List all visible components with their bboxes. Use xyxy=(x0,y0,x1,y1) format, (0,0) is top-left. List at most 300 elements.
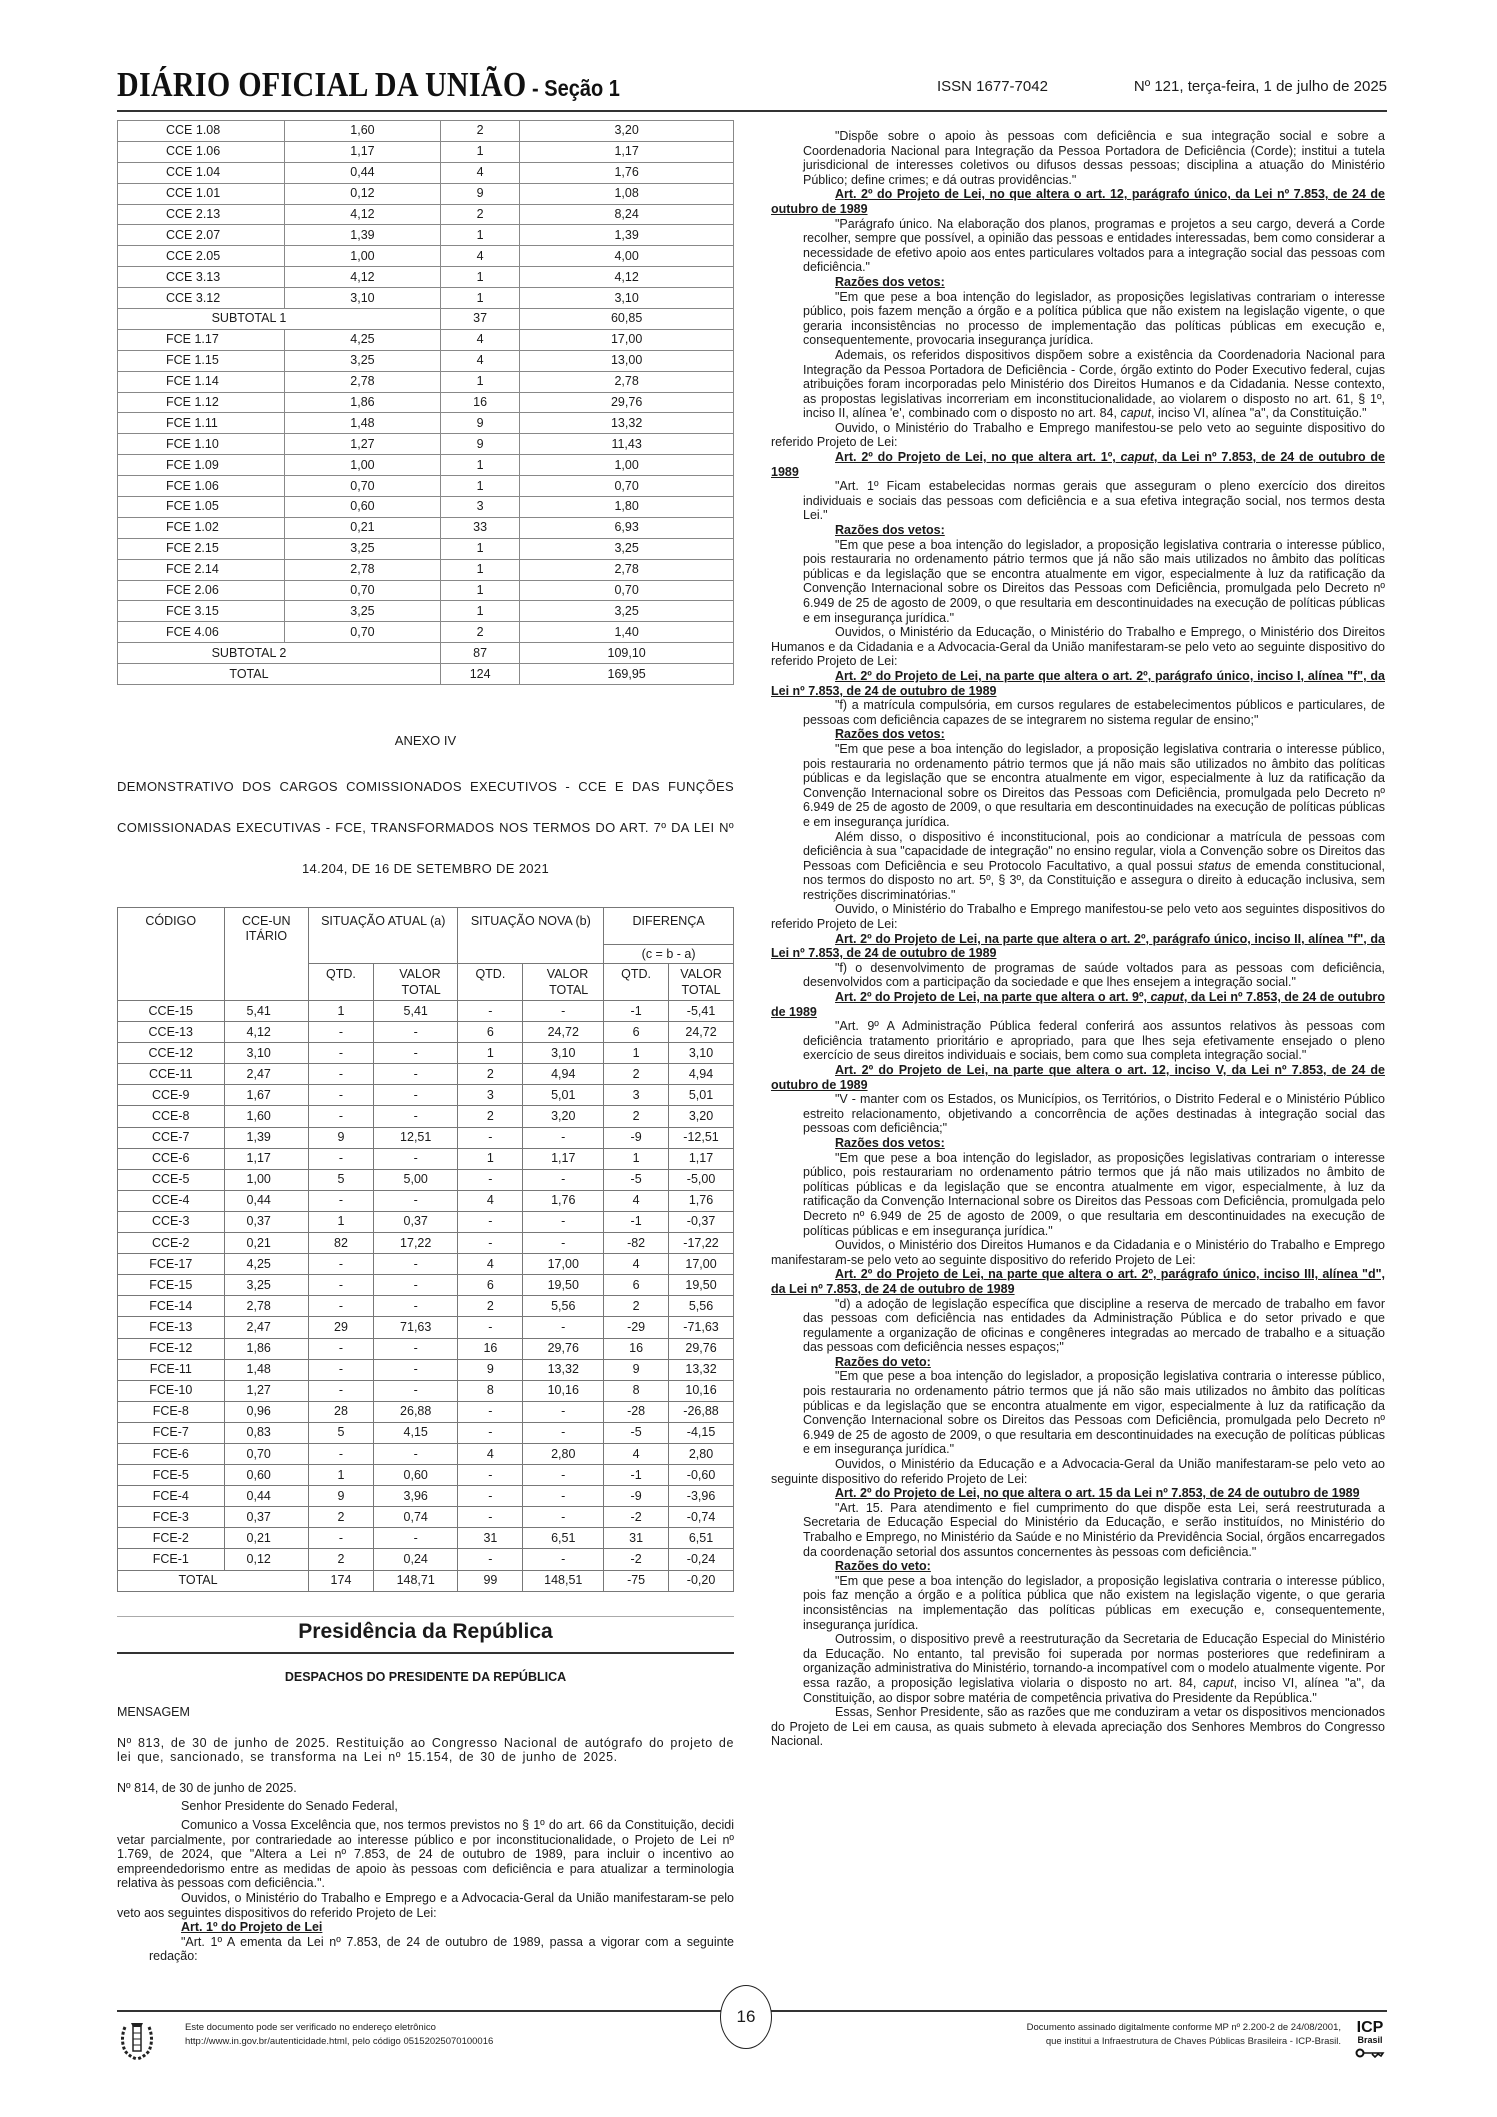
cell-diferenca-valor: 29,76 xyxy=(669,1338,734,1359)
cell-diferenca-qtd: -2 xyxy=(604,1549,669,1570)
col-c-qtd: QTD. xyxy=(604,964,669,1001)
cell-total: 13,00 xyxy=(520,350,734,371)
cell-code: CCE-13 xyxy=(118,1022,225,1043)
cell-code: FCE-7 xyxy=(118,1422,225,1443)
cell-nova-valor: - xyxy=(523,1465,604,1486)
cell-nova-valor: 3,10 xyxy=(523,1043,604,1064)
cell-nova-valor: 13,32 xyxy=(523,1359,604,1380)
table-row xyxy=(118,1064,734,1085)
cell-quantity: 1 xyxy=(441,455,520,476)
cell-unit-value: 1,39 xyxy=(224,1127,309,1148)
col-situacao-nova: SITUAÇÃO NOVA (b) xyxy=(458,908,604,964)
cell-nova-qtd: - xyxy=(458,1127,523,1148)
table-row xyxy=(118,267,734,288)
cell-unit-value: 4,12 xyxy=(284,267,440,288)
cell-quantity: 9 xyxy=(441,183,520,204)
text-span: , da Lei nº 7.853, de 24 de outubro de 1989 xyxy=(771,450,1385,479)
table-row xyxy=(118,1422,734,1443)
cell-nova-valor: - xyxy=(523,1169,604,1190)
cell-unit-value: 1,00 xyxy=(284,455,440,476)
cell-diferenca-valor: 17,00 xyxy=(669,1254,734,1275)
table-row xyxy=(118,392,734,413)
cell-nova-qtd: 8 xyxy=(458,1380,523,1401)
table-row xyxy=(118,1443,734,1464)
reasons-text: "Em que pese a boa intenção do legislador, as proposições legislativas contrariam o interesse público, pois fazem menção a órgão e a política pública que não existem na legislação vigente, o que geraria inconsistências no processo de implementação das políticas públicas em execução e, consequentemente, provocaria insegurança jurídica. xyxy=(803,289,1385,348)
col-a-valor-label: VALOR TOTAL xyxy=(399,967,441,997)
cell-atual-valor: - xyxy=(373,1443,458,1464)
cell-total: 11,43 xyxy=(520,434,734,455)
cell-nova-qtd: 4 xyxy=(458,1190,523,1211)
cell-code: FCE-13 xyxy=(118,1317,225,1338)
cell-code: FCE 1.10 xyxy=(118,434,285,455)
total-row-total: 169,95 xyxy=(520,664,734,685)
table-row xyxy=(118,225,734,246)
cell-quantity: 33 xyxy=(441,517,520,538)
footer-signature xyxy=(1027,2017,1387,2063)
cell-diferenca-qtd: 31 xyxy=(604,1528,669,1549)
table-row xyxy=(118,1043,734,1064)
table-row xyxy=(118,1401,734,1422)
cell-code: CCE-4 xyxy=(118,1190,225,1211)
cell-atual-valor: 12,51 xyxy=(373,1127,458,1148)
table-row xyxy=(118,1549,734,1570)
subtotal-row-quantity: 87 xyxy=(441,643,520,664)
cell-total: 2,78 xyxy=(520,371,734,392)
col-a-qtd: QTD. xyxy=(309,964,374,1001)
cell-nova-qtd: 4 xyxy=(458,1254,523,1275)
table-row xyxy=(118,1001,734,1022)
cell-diferenca-qtd: 6 xyxy=(604,1275,669,1296)
cell-unit-value: 4,25 xyxy=(284,329,440,350)
message-813: Nº 813, de 30 de junho de 2025. Restituição ao Congresso Nacional de autógrafo do projeto de lei que, sancionado, se transforma na Lei nº 15.154, de 30 de junho de 2025. xyxy=(117,1735,734,1765)
cell-nova-valor: - xyxy=(523,1211,604,1232)
cell-code: FCE 1.15 xyxy=(118,350,285,371)
total-nova-qtd: 99 xyxy=(458,1570,523,1591)
cell-diferenca-qtd: -5 xyxy=(604,1169,669,1190)
ministry-opinion: Ouvido, o Ministério do Trabalho e Emprego manifestou-se pelo veto aos seguintes dispositivos do referido Projeto de Lei: xyxy=(771,902,1385,932)
cell-unit-value: 2,78 xyxy=(284,371,440,392)
quote-alinea-d: "d) a adoção de legislação específica que discipline a reserva de mercado de trabalho em favor das pessoas com deficiência nas entidades da Administração Pública e do setor privado e que regulamente a organização de oficinas e congêneres integradas ao mercado de trabalho e a situação das pessoas com deficiência nesses espaços;" xyxy=(803,1296,1385,1355)
table-row xyxy=(118,1317,734,1338)
cell-atual-valor: 17,22 xyxy=(373,1233,458,1254)
cell-nova-qtd: - xyxy=(458,1317,523,1338)
cell-atual-qtd: - xyxy=(309,1338,374,1359)
cell-atual-valor: - xyxy=(373,1190,458,1211)
cell-nova-qtd: - xyxy=(458,1169,523,1190)
cell-atual-valor: 0,24 xyxy=(373,1549,458,1570)
table-row xyxy=(118,455,734,476)
table-row xyxy=(118,1486,734,1507)
cell-atual-qtd: - xyxy=(309,1254,374,1275)
message-paragraph-2: Ouvidos, o Ministério do Trabalho e Emprego e a Advocacia-Geral da União manifestaram-se pelo veto aos seguintes dispositivos do referido Projeto de Lei: xyxy=(117,1890,734,1920)
ministry-opinion: Ouvidos, o Ministério dos Direitos Humanos e da Cidadania e o Ministério do Trabalho e Emprego manifestaram-se pelo veto ao seguinte dispositivo do referido Projeto de Lei: xyxy=(771,1238,1385,1267)
cell-atual-valor: - xyxy=(373,1043,458,1064)
annex-title: ANEXO IV xyxy=(394,733,457,748)
reasons-heading: Razões do veto: xyxy=(835,1559,931,1574)
cell-unit-value: 0,21 xyxy=(224,1233,309,1254)
reasons-text: "Em que pese a boa intenção do legislador, a proposição legislativa contraria o interesse público, pois restauraria no ordenamento pátrio termos que já não são mais utilizados no âmbito das políticas públicas e da legislação que se encontra atualmente em vigor, especialmente à luz da ratificação da Convenção Internacional sobre os Direitos das Pessoas com Deficiência, promulgada pelo Decreto nº 6.949 de 25 de agosto de 2009, o que resultaria em descontinuidades na execução de políticas públicas e em insegurança jurídica." xyxy=(803,537,1385,625)
cell-diferenca-qtd: -9 xyxy=(604,1486,669,1507)
cell-quantity: 9 xyxy=(441,413,520,434)
signature-line-2: que institui a Infraestrutura de Chaves Públicas Brasileira - ICP-Brasil. xyxy=(1045,2036,1341,2047)
cell-diferenca-qtd: -1 xyxy=(604,1465,669,1486)
table-row xyxy=(118,1190,734,1211)
table-row xyxy=(118,601,734,622)
cell-atual-qtd: - xyxy=(309,1528,374,1549)
cell-nova-qtd: - xyxy=(458,1422,523,1443)
left-column xyxy=(117,120,734,685)
cell-total: 17,00 xyxy=(520,329,734,350)
table-row xyxy=(118,371,734,392)
cell-diferenca-valor: -12,51 xyxy=(669,1127,734,1148)
cell-code: FCE-12 xyxy=(118,1338,225,1359)
subtotal-row xyxy=(118,309,734,330)
cell-unit-value: 0,60 xyxy=(284,497,440,518)
table-row xyxy=(118,413,734,434)
reasons-heading: Razões dos vetos: xyxy=(835,523,945,538)
cell-unit-value: 3,10 xyxy=(224,1043,309,1064)
cell-nova-valor: - xyxy=(523,1422,604,1443)
cell-nova-qtd: 2 xyxy=(458,1064,523,1085)
icp-brasil-logo-icon xyxy=(1353,2017,1387,2063)
cell-unit-value: 0,12 xyxy=(284,183,440,204)
cell-nova-qtd: 4 xyxy=(458,1443,523,1464)
cell-diferenca-qtd: 2 xyxy=(604,1106,669,1127)
cell-quantity: 4 xyxy=(441,329,520,350)
cell-code: CCE-7 xyxy=(118,1127,225,1148)
cell-quantity: 4 xyxy=(441,246,520,267)
cell-code: FCE 1.17 xyxy=(118,329,285,350)
italic-term: status xyxy=(1197,858,1232,873)
section-title: Presidência da República xyxy=(298,1620,553,1643)
table-row xyxy=(118,1296,734,1317)
cell-quantity: 1 xyxy=(441,288,520,309)
cell-quantity: 4 xyxy=(441,162,520,183)
cell-diferenca-qtd: 4 xyxy=(604,1254,669,1275)
text-span: Além disso, o dispositivo é inconstitucional, pois ao condicionar a matrícula de pessoas com deficiência à sua "capacidade de integração" no ensino regular, viola a Convenção sobre os Direitos das Pessoas com Deficiência e seu Protocolo Facultativo, a qual possui xyxy=(803,829,1385,873)
cell-diferenca-qtd: 1 xyxy=(604,1148,669,1169)
cell-unit-value: 0,70 xyxy=(224,1443,309,1464)
total-diferenca-qtd: -75 xyxy=(604,1570,669,1591)
cell-nova-qtd: - xyxy=(458,1001,523,1022)
cell-unit-value: 4,12 xyxy=(224,1022,309,1043)
total-atual-valor: 148,71 xyxy=(373,1570,458,1591)
total-atual-qtd: 174 xyxy=(309,1570,374,1591)
table-row xyxy=(118,1254,734,1275)
cell-unit-value: 3,10 xyxy=(284,288,440,309)
table-row xyxy=(118,476,734,497)
cell-diferenca-valor: 4,94 xyxy=(669,1064,734,1085)
quote-inciso-v: "V - manter com os Estados, os Municípios, os Territórios, o Distrito Federal e o Ministério Público estreito relacionamento, objetivando a concorrência de ações destinadas à integração social das pessoas com deficiência;" xyxy=(803,1092,1385,1136)
col-a-valor xyxy=(373,964,458,1001)
total-nova-valor: 148,51 xyxy=(523,1570,604,1591)
table-row xyxy=(118,1338,734,1359)
cell-atual-valor: 71,63 xyxy=(373,1317,458,1338)
cell-nova-qtd: - xyxy=(458,1211,523,1232)
subtotal-row xyxy=(118,643,734,664)
cell-nova-qtd: 2 xyxy=(458,1106,523,1127)
cell-diferenca-qtd: -5 xyxy=(604,1422,669,1443)
cell-unit-value: 1,60 xyxy=(284,121,440,142)
positions-table-continued xyxy=(117,120,734,685)
cell-atual-valor: - xyxy=(373,1380,458,1401)
veto-heading-art2-inciso-i: Art. 2º do Projeto de Lei, na parte que altera o art. 2º, parágrafo único, inciso I, alínea "f", da Lei nº 7.853, de 24 de outubro de 1989 xyxy=(771,668,1385,698)
cell-unit-value: 1,17 xyxy=(284,141,440,162)
cell-diferenca-valor: 3,10 xyxy=(669,1043,734,1064)
art1-heading: Art. 1º do Projeto de Lei xyxy=(181,1920,323,1935)
table-row xyxy=(118,1106,734,1127)
cell-code: CCE-8 xyxy=(118,1106,225,1127)
cell-code: CCE-9 xyxy=(118,1085,225,1106)
cell-quantity: 16 xyxy=(441,392,520,413)
cell-atual-qtd: 5 xyxy=(309,1422,374,1443)
italic-term: caput xyxy=(1203,1675,1234,1690)
cell-code: FCE-15 xyxy=(118,1275,225,1296)
cell-diferenca-qtd: 4 xyxy=(604,1190,669,1211)
cell-atual-valor: 0,60 xyxy=(373,1465,458,1486)
cell-nova-qtd: 2 xyxy=(458,1296,523,1317)
total-label: TOTAL xyxy=(118,1570,309,1591)
cell-quantity: 1 xyxy=(441,538,520,559)
cell-code: FCE 1.02 xyxy=(118,517,285,538)
cell-diferenca-qtd: 4 xyxy=(604,1443,669,1464)
cell-total: 3,25 xyxy=(520,538,734,559)
cell-nova-valor: 17,00 xyxy=(523,1254,604,1275)
cell-code: CCE 2.05 xyxy=(118,246,285,267)
issue-date: Nº 121, terça-feira, 1 de julho de 2025 xyxy=(1133,78,1387,95)
cell-diferenca-qtd: 2 xyxy=(604,1296,669,1317)
cell-atual-qtd: - xyxy=(309,1275,374,1296)
subtotal-row-quantity: 37 xyxy=(441,309,520,330)
col-diferenca: DIFERENÇA xyxy=(604,908,734,945)
message-814: Nº 814, de 30 de junho de 2025. xyxy=(117,1780,297,1795)
verification-url[interactable]: http://www.in.gov.br/autenticidade.html, pelo código 05152025070100016 xyxy=(185,2036,494,2047)
ministry-opinion: Ouvidos, o Ministério da Educação e a Advocacia-Geral da União manifestaram-se pelo veto ao seguinte dispositivo do referido Projeto de Lei: xyxy=(771,1457,1385,1486)
cell-atual-qtd: 9 xyxy=(309,1486,374,1507)
cell-diferenca-valor: 6,51 xyxy=(669,1528,734,1549)
subtotal-row-label: SUBTOTAL 2 xyxy=(118,643,441,664)
cell-unit-value: 0,44 xyxy=(224,1190,309,1211)
cell-unit-value: 1,48 xyxy=(284,413,440,434)
quote-art15: "Art. 15. Para atendimento e fiel cumprimento do que dispõe esta Lei, será reestruturada a Secretaria de Educação Especial do Ministério da Educação, e serão instituídos, no Ministério do Trabalho e Emprego, no Ministério da Saúde e no Ministério da Previdência Social, órgãos encarregados da coordenação setorial dos assuntos concernentes às pessoas com deficiência." xyxy=(803,1500,1385,1559)
cell-atual-valor: 26,88 xyxy=(373,1401,458,1422)
salutation: Senhor Presidente do Senado Federal, xyxy=(181,1799,398,1814)
text-span: de emenda constitucional, nos termos do disposto no art. 5º, § 3º, da Constituição e assegura o direito à educação inclusiva, sem restrições discriminatórias." xyxy=(803,858,1385,902)
cell-unit-value: 2,47 xyxy=(224,1317,309,1338)
issn: ISSN 1677-7042 xyxy=(937,78,1048,95)
cell-nova-valor: - xyxy=(523,1507,604,1528)
cell-atual-qtd: 28 xyxy=(309,1401,374,1422)
reasons-text: "Em que pese a boa intenção do legislador, a proposição legislativa contraria o interesse público, pois restauraria no ordenamento pátrio termos que já não mais são utilizados no âmbito das políticas públicas e da legislação que se encontra atualmente em vigor, especialmente à luz da ratificação da Convenção Internacional sobre os Direitos das Pessoas com Deficiência, promulgada pelo Decreto nº 6.949 de 25 de agosto de 2009, o que resultaria em descontinuidades na execução de políticas públicas e em insegurança jurídica. xyxy=(803,741,1385,829)
cell-nova-valor: - xyxy=(523,1486,604,1507)
cell-code: FCE 1.11 xyxy=(118,413,285,434)
table-row xyxy=(118,288,734,309)
cell-code: CCE 1.06 xyxy=(118,141,285,162)
table-row xyxy=(118,141,734,162)
veto-heading-art9-caput xyxy=(771,990,1385,1019)
cell-atual-valor: - xyxy=(373,1296,458,1317)
cell-quantity: 1 xyxy=(441,371,520,392)
cell-quantity: 1 xyxy=(441,267,520,288)
veto-heading-art12-paragrafo: Art. 2º do Projeto de Lei, no que altera o art. 12, parágrafo único, da Lei nº 7.853, de 24 de outubro de 1989 xyxy=(771,187,1385,216)
cell-quantity: 4 xyxy=(441,350,520,371)
diferenca-formula: (c = b - a) xyxy=(604,945,734,964)
table-row xyxy=(118,121,734,142)
total-row xyxy=(118,1570,734,1591)
cell-unit-value: 1,60 xyxy=(224,1106,309,1127)
annex-subtitle: DEMONSTRATIVO DOS CARGOS COMISSIONADOS EXECUTIVOS - CCE E DAS FUNÇÕES COMISSIONADAS EXECUTIVAS - FCE, TRANSFORMADOS NOS TERMOS DO ART. 7º DA LEI Nº 14.204, DE 16 DE SETEMBRO DE 2021 xyxy=(117,779,734,876)
cell-code: FCE 2.15 xyxy=(118,538,285,559)
cell-unit-value: 1,27 xyxy=(284,434,440,455)
cell-diferenca-valor: -5,00 xyxy=(669,1169,734,1190)
veto-heading-art2-inciso-ii: Art. 2º do Projeto de Lei, na parte que altera o art. 2º, parágrafo único, inciso II, alínea "f", da Lei nº 7.853, de 24 de outubro de 1989 xyxy=(771,931,1385,961)
cell-atual-valor: - xyxy=(373,1254,458,1275)
verification-line-1: Este documento pode ser verificado no endereço eletrônico xyxy=(185,2022,436,2033)
cell-diferenca-valor: 10,16 xyxy=(669,1380,734,1401)
cell-diferenca-qtd: -1 xyxy=(604,1211,669,1232)
cell-unit-value: 1,00 xyxy=(224,1169,309,1190)
cell-nova-valor: 4,94 xyxy=(523,1064,604,1085)
cell-diferenca-valor: -0,37 xyxy=(669,1211,734,1232)
cell-code: FCE-14 xyxy=(118,1296,225,1317)
cell-atual-qtd: - xyxy=(309,1296,374,1317)
cell-unit-value: 0,83 xyxy=(224,1422,309,1443)
cell-unit-value: 5,41 xyxy=(224,1001,309,1022)
cell-atual-qtd: 1 xyxy=(309,1465,374,1486)
cell-diferenca-valor: 19,50 xyxy=(669,1275,734,1296)
cell-unit-value: 4,12 xyxy=(284,204,440,225)
subtotal-row-total: 60,85 xyxy=(520,309,734,330)
cell-code: CCE 1.01 xyxy=(118,183,285,204)
cell-total: 3,10 xyxy=(520,288,734,309)
cell-quantity: 9 xyxy=(441,434,520,455)
cell-total: 1,08 xyxy=(520,183,734,204)
italic-term: caput xyxy=(1120,450,1154,465)
cell-code: FCE-8 xyxy=(118,1401,225,1422)
imprensa-nacional-emblem-icon xyxy=(117,2017,157,2061)
cell-nova-qtd: - xyxy=(458,1507,523,1528)
cell-unit-value: 0,12 xyxy=(224,1549,309,1570)
cell-quantity: 3 xyxy=(441,497,520,518)
quote-art9: "Art. 9º A Administração Pública federal conferirá aos assuntos relativos às pessoas com deficiência tratamento prioritário e apropriado, para que lhes seja efetivamente ensejado o pleno exercício de seus direitos individuais e sociais, bem como sua completa integração social." xyxy=(803,1019,1385,1063)
quote-alinea-f-matricula: "f) a matrícula compulsória, em cursos regulares de estabelecimentos públicos e particulares, de pessoas com deficiência capazes de se integrarem no sistema regular de ensino;" xyxy=(803,698,1385,727)
table-row xyxy=(118,538,734,559)
cell-nova-qtd: - xyxy=(458,1486,523,1507)
cell-diferenca-qtd: 1 xyxy=(604,1043,669,1064)
cell-unit-value: 0,70 xyxy=(284,476,440,497)
table-row xyxy=(118,162,734,183)
icp-logo-bottom: Brasil xyxy=(1357,2035,1383,2045)
table-row xyxy=(118,517,734,538)
cell-unit-value: 0,37 xyxy=(224,1507,309,1528)
cell-unit-value: 4,25 xyxy=(224,1254,309,1275)
cell-diferenca-qtd: 16 xyxy=(604,1338,669,1359)
cell-diferenca-qtd: 2 xyxy=(604,1064,669,1085)
cell-nova-valor: - xyxy=(523,1317,604,1338)
cell-unit-value: 3,25 xyxy=(284,538,440,559)
message-paragraph-1: Comunico a Vossa Excelência que, nos termos previstos no § 1º do art. 66 da Constituição, decidi vetar parcialmente, por contrariedade ao interesse público e por inconstitucionalidade, o Projeto de Lei nº 1.769, de 2024, que "Altera a Lei nº 7.853, de 24 de outubro de 1989, para incluir o incentivo ao empreendedorismo entre as medidas de apoio às pessoas com deficiência e para atualizar a terminologia relativa às pessoas com deficiência.". xyxy=(117,1817,734,1891)
cell-code: CCE-6 xyxy=(118,1148,225,1169)
table-row xyxy=(118,622,734,643)
cell-total: 8,24 xyxy=(520,204,734,225)
cell-total: 1,76 xyxy=(520,162,734,183)
cell-atual-qtd: - xyxy=(309,1085,374,1106)
cell-code: CCE-5 xyxy=(118,1169,225,1190)
signature-line-1: Documento assinado digitalmente conforme MP nº 2.200-2 de 24/08/2001, xyxy=(1026,2022,1341,2033)
section-label: - Seção 1 xyxy=(526,76,620,102)
cell-atual-qtd: - xyxy=(309,1190,374,1211)
table-row xyxy=(118,350,734,371)
icp-logo-top: ICP xyxy=(1356,2019,1384,2036)
cell-code: FCE 1.06 xyxy=(118,476,285,497)
cell-nova-qtd: - xyxy=(458,1233,523,1254)
cell-code: FCE 2.06 xyxy=(118,580,285,601)
cell-diferenca-valor: -71,63 xyxy=(669,1317,734,1338)
cell-code: CCE-3 xyxy=(118,1211,225,1232)
col-c-valor xyxy=(669,964,734,1001)
cell-atual-qtd: - xyxy=(309,1043,374,1064)
table-row xyxy=(118,1022,734,1043)
cell-unit-value: 0,44 xyxy=(224,1486,309,1507)
page-number: 16 xyxy=(720,1985,772,2049)
cell-atual-valor: - xyxy=(373,1085,458,1106)
cell-diferenca-valor: 2,80 xyxy=(669,1443,734,1464)
cell-code: CCE 3.12 xyxy=(118,288,285,309)
cell-code: FCE 1.14 xyxy=(118,371,285,392)
cell-code: CCE 2.13 xyxy=(118,204,285,225)
cell-diferenca-valor: 3,20 xyxy=(669,1106,734,1127)
cell-nova-valor: - xyxy=(523,1127,604,1148)
cell-code: CCE-11 xyxy=(118,1064,225,1085)
cell-diferenca-valor: 24,72 xyxy=(669,1022,734,1043)
art1-quote: "Art. 1º A ementa da Lei nº 7.853, de 24 de outubro de 1989, passa a vigorar com a seguinte redação: xyxy=(149,1934,734,1964)
reasons-text xyxy=(771,1632,1385,1705)
cell-nova-qtd: - xyxy=(458,1401,523,1422)
cell-code: FCE 1.05 xyxy=(118,497,285,518)
cell-code: FCE-4 xyxy=(118,1486,225,1507)
cell-atual-qtd: - xyxy=(309,1443,374,1464)
cell-atual-qtd: - xyxy=(309,1064,374,1085)
cell-atual-qtd: 9 xyxy=(309,1127,374,1148)
cell-nova-qtd: 9 xyxy=(458,1359,523,1380)
cell-nova-qtd: 16 xyxy=(458,1338,523,1359)
table-row xyxy=(118,1507,734,1528)
cell-unit-value: 0,37 xyxy=(224,1211,309,1232)
table-row xyxy=(118,1169,734,1190)
cell-unit-value: 0,44 xyxy=(284,162,440,183)
cell-total: 29,76 xyxy=(520,392,734,413)
quote-art1: "Art. 1º Ficam estabelecidas normas gerais que asseguram o pleno exercício dos direitos individuais e sociais das pessoas com deficiência e a sua efetiva integração social, nos termos desta Lei." xyxy=(803,479,1385,523)
cell-diferenca-valor: -0,60 xyxy=(669,1465,734,1486)
cell-atual-qtd: 82 xyxy=(309,1233,374,1254)
ministry-opinion: Ouvidos, o Ministério da Educação, o Ministério do Trabalho e Emprego, o Ministério dos Direitos Humanos e da Cidadania e a Advocacia-Geral da União manifestaram-se pelo veto ao seguinte dispositivo do referido Projeto de Lei: xyxy=(771,625,1385,669)
cell-unit-value: 0,21 xyxy=(224,1528,309,1549)
cell-unit-value: 1,17 xyxy=(224,1148,309,1169)
right-column xyxy=(771,129,1385,1749)
cell-quantity: 2 xyxy=(441,204,520,225)
cell-unit-value: 3,25 xyxy=(284,601,440,622)
cell-nova-qtd: 1 xyxy=(458,1148,523,1169)
table-row xyxy=(118,1275,734,1296)
ministry-opinion: Ouvido, o Ministério do Trabalho e Emprego manifestou-se pelo veto ao seguinte dispositivo do referido Projeto de Lei: xyxy=(771,420,1385,450)
cell-diferenca-valor: -5,41 xyxy=(669,1001,734,1022)
cell-total: 2,78 xyxy=(520,559,734,580)
cell-code: FCE-6 xyxy=(118,1443,225,1464)
cell-code: FCE 1.09 xyxy=(118,455,285,476)
reasons-heading: Razões dos vetos: xyxy=(835,274,945,289)
reasons-text xyxy=(771,348,1385,421)
cell-total: 1,00 xyxy=(520,455,734,476)
